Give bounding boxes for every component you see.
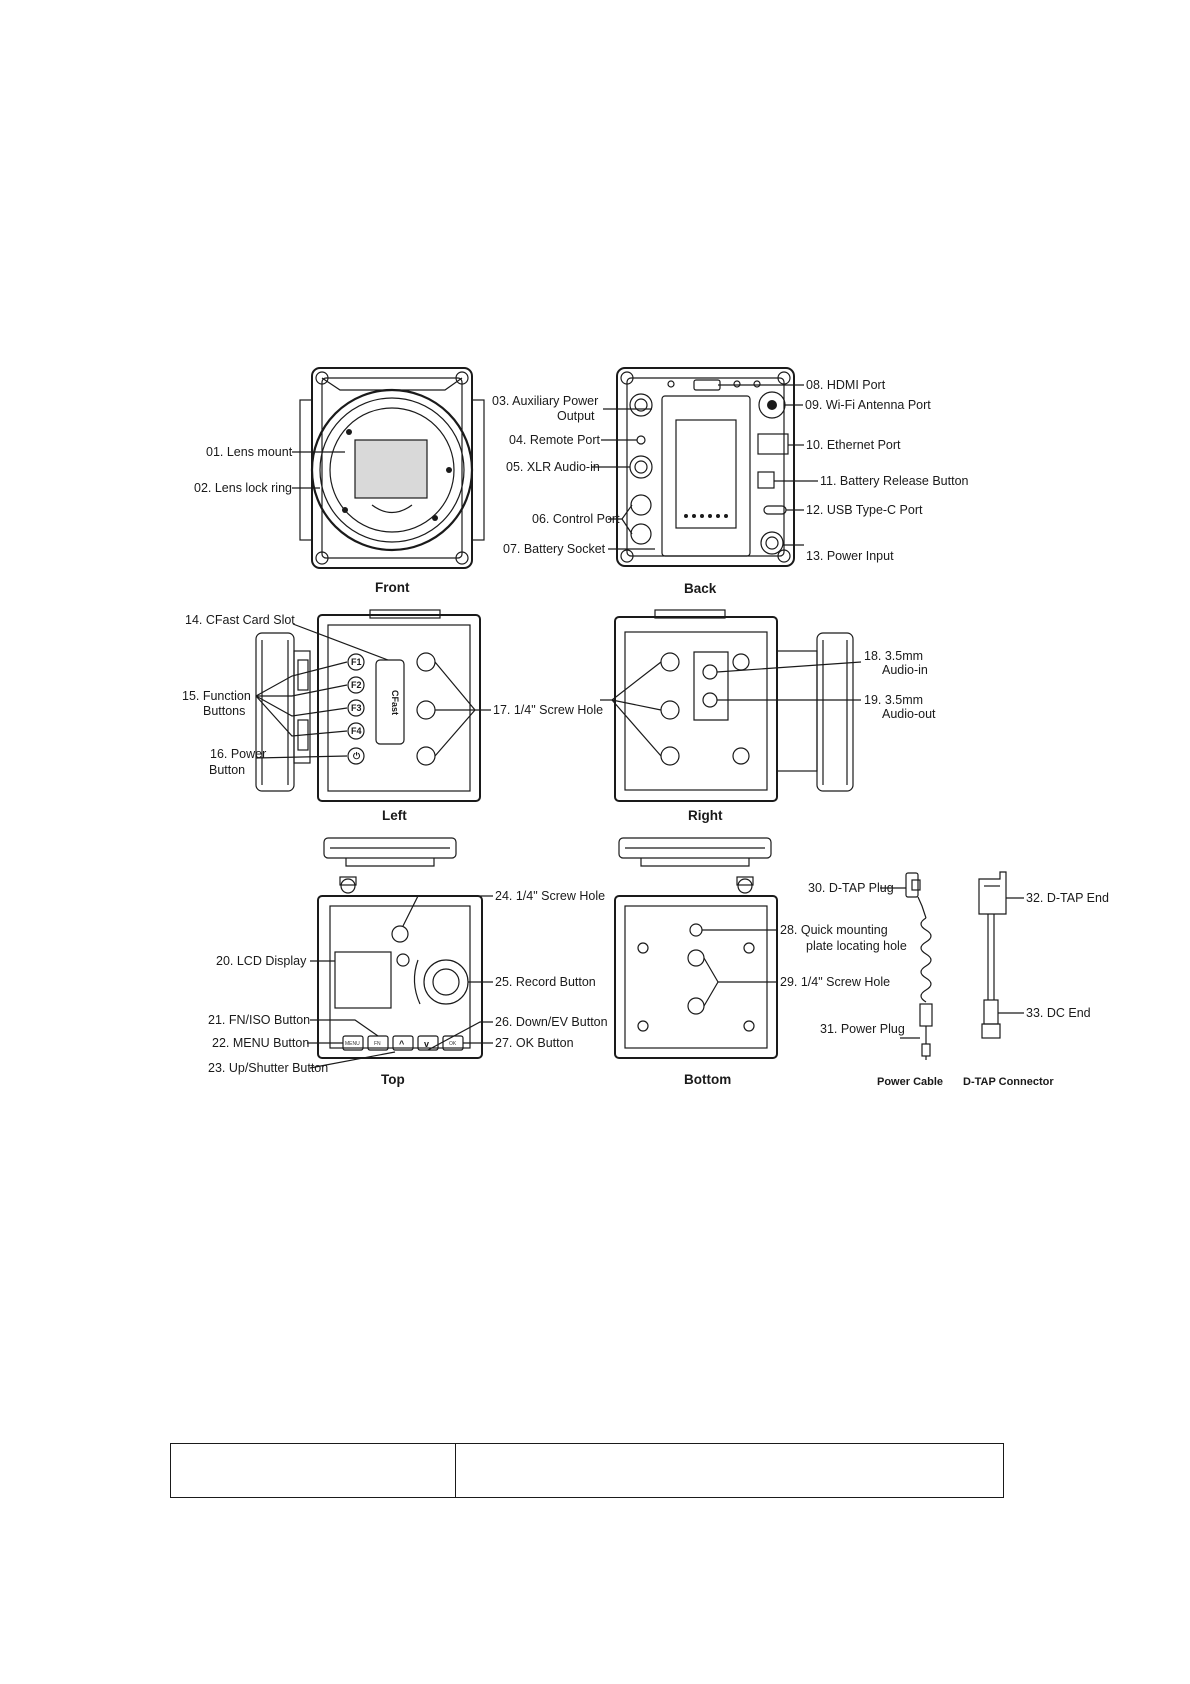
callout-28-line1: 28. Quick mounting — [780, 923, 888, 937]
dtap-connector — [963, 872, 1109, 1088]
table-cell-1 — [171, 1444, 456, 1497]
table-cell-2 — [456, 1444, 1003, 1497]
callout-06: 06. Control Port — [532, 512, 620, 526]
view-label-power-cable: Power Cable — [877, 1076, 944, 1088]
up-arrow-icon: ^ — [399, 1039, 405, 1049]
callout-28-line2: plate locating hole — [806, 939, 907, 953]
device-mark-f1: F1 — [351, 657, 362, 667]
front-view — [194, 368, 484, 595]
bottom-view — [615, 838, 907, 1087]
callout-07: 07. Battery Socket — [503, 542, 606, 556]
left-view — [182, 610, 603, 823]
callout-12: 12. USB Type-C Port — [806, 503, 923, 517]
callout-30: 30. D-TAP Plug — [808, 881, 894, 895]
callout-23: 23. Up/Shutter Button — [208, 1061, 329, 1075]
callout-31: 31. Power Plug — [820, 1022, 905, 1036]
callout-08: 08. HDMI Port — [806, 378, 886, 392]
callout-27: 27. OK Button — [495, 1036, 574, 1050]
view-label-front: Front — [375, 580, 410, 595]
callout-18-line1: 18. 3.5mm — [864, 649, 924, 663]
callout-04: 04. Remote Port — [509, 433, 601, 447]
callout-01: 01. Lens mount — [206, 445, 293, 459]
view-label-dtap-connector: D-TAP Connector — [963, 1076, 1054, 1088]
callout-33: 33. DC End — [1026, 1006, 1091, 1020]
device-mark-f2: F2 — [351, 680, 362, 690]
callout-25: 25. Record Button — [495, 975, 596, 989]
callout-24: 24. 1/4" Screw Hole — [495, 889, 606, 903]
top-view — [208, 838, 608, 1087]
callout-10: 10. Ethernet Port — [806, 438, 901, 452]
callout-11: 11. Battery Release Button — [820, 474, 969, 488]
right-view — [600, 610, 936, 823]
view-label-left: Left — [382, 808, 407, 823]
callout-22: 22. MENU Button — [212, 1036, 310, 1050]
view-label-top: Top — [381, 1072, 405, 1087]
callout-02: 02. Lens lock ring — [194, 481, 292, 495]
back-view — [492, 368, 969, 596]
callout-16-line1: 16. Power — [210, 747, 267, 761]
callout-29: 29. 1/4" Screw Hole — [780, 975, 891, 989]
device-mark-fn: FN — [374, 1041, 381, 1047]
callout-26: 26. Down/EV Button — [495, 1015, 608, 1029]
callout-20: 20. LCD Display — [216, 954, 307, 968]
callout-16-line2: Button — [209, 763, 246, 777]
callout-05: 05. XLR Audio-in — [506, 460, 600, 474]
callout-09: 09. Wi-Fi Antenna Port — [805, 398, 931, 412]
callout-18-line2: Audio-in — [882, 663, 928, 677]
device-mark-f3: F3 — [351, 703, 362, 713]
callout-03-line1: 03. Auxiliary Power — [492, 394, 599, 408]
callout-15-line2: Buttons — [203, 704, 246, 718]
callout-03-line2: Output — [557, 409, 595, 423]
power-symbol-icon: ⏻ — [353, 751, 361, 761]
callout-19-line2: Audio-out — [882, 707, 936, 721]
callout-14: 14. CFast Card Slot — [185, 613, 295, 627]
callout-19-line1: 19. 3.5mm — [864, 693, 924, 707]
blank-table — [170, 1443, 1004, 1498]
down-arrow-icon: v — [424, 1039, 430, 1049]
device-mark-menu: MENU — [345, 1041, 360, 1047]
callout-15-line1: 15. Function — [182, 689, 251, 703]
device-mark-cfast: CFast — [390, 690, 400, 716]
view-label-back: Back — [684, 581, 717, 596]
callout-13: 13. Power Input — [806, 549, 894, 563]
callout-32: 32. D-TAP End — [1026, 891, 1109, 905]
device-mark-ok: OK — [449, 1041, 457, 1047]
callout-21: 21. FN/ISO Button — [208, 1013, 311, 1027]
callout-17: 17. 1/4" Screw Hole — [493, 703, 604, 717]
view-label-bottom: Bottom — [684, 1072, 732, 1087]
view-label-right: Right — [688, 808, 723, 823]
device-mark-f4: F4 — [351, 726, 362, 736]
